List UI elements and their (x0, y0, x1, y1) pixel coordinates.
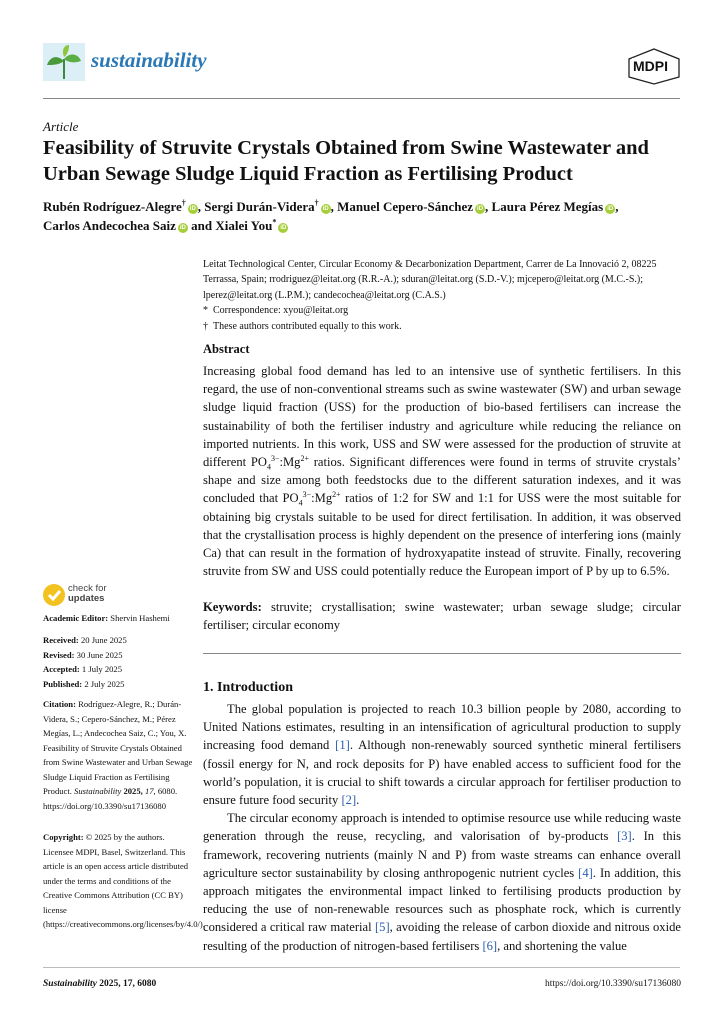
author-name: Sergi Durán-Videra (204, 199, 315, 214)
text-run: . (356, 793, 360, 808)
superscript: 2+ (300, 453, 309, 463)
mdpi-logo (627, 47, 681, 85)
orcid-icon[interactable]: iD (477, 206, 484, 212)
equal-contribution-note: These authors contributed equally to this work. (213, 320, 402, 332)
author-name: Laura Pérez Megías (491, 199, 604, 214)
journal-logo-icon (43, 43, 85, 81)
superscript: 3− (302, 490, 312, 500)
author-name: Carlos Andecochea Saiz (43, 217, 176, 233)
reference-link[interactable]: [3] (617, 829, 632, 844)
label: Citation: (43, 699, 76, 709)
citation-text: Rodríguez-Alegre, R.; Durán-Videra, S.; Cepero-Sánchez, M.; Pérez Megías, L.; Andecochea Saiz, C.; You, X. Feasibility of Struvite Crystals Obtained from Swine Wastewater and Urban Sewage Sludge Liquid Fraction as Fertilising Product. (43, 699, 193, 796)
correspondence: Correspondence: xyou@leitat.org (213, 305, 349, 317)
copyright (43, 830, 205, 932)
checkmark-icon (43, 584, 65, 606)
value: Shervin Hashemi (108, 613, 170, 623)
author-mark: * (272, 217, 277, 227)
copyright-text: © 2025 by the authors. Licensee MDPI, Basel, Switzerland. This article is an open access article distributed under the terms and conditions of the Creative Commons Attribution (CC BY) license (https://creativecommons.org/licenses/by/4.0/). (43, 832, 205, 929)
section-heading-introduction: 1. Introduction (203, 680, 293, 695)
abstract-part: Increasing global food demand has led to an intensive use of synthetic fertilisers. In this regard, the use of non-conventional streams such as swine wastewater (SW) and urban sewage sludge liquid fraction (USS) for the production of bio-based fertilisers can increase the sustainability of both the fertiliser industry and agriculture while reducing the reliance on imported nutrients. In this work, USS and SW were assessed for the production of struvite at different PO (203, 364, 681, 470)
footer-divider (43, 967, 680, 968)
paper-title: Feasibility of Struvite Crystals Obtained from Swine Wastewater and Urban Sewage Sludge Liquid Fraction as Fertilising Product (43, 137, 649, 185)
author-list (43, 198, 683, 235)
citation-year: 2025, (121, 786, 145, 796)
author-name: Xialei You (215, 217, 273, 233)
paragraph (203, 700, 681, 809)
reference-link[interactable]: [2] (341, 793, 357, 808)
footer-journal: Sustainability (43, 979, 97, 989)
keywords-label: Keywords: (203, 600, 262, 614)
introduction-body (203, 700, 681, 955)
footer-citation (43, 979, 156, 989)
abstract-part: ratios of 1:2 for SW and 1:1 for USS were the most suitable for obtaining big crystals suitable to be used for direct fertilisation. In addition, it was observed that the crystallisation process is highly dependent on the presence of interfering ions (mainly Ca) that can result in the formation of hydroxyapatite instead of struvite. Finally, recovering struvite from SW and USS could potentially reduce the European import of P by up to 6.5%. (203, 491, 681, 579)
author-separator: and (187, 217, 216, 233)
orcid-icon[interactable]: iD (189, 206, 196, 212)
abstract-text (203, 362, 681, 580)
text-run: The global population is projected to reach 10.3 billion people by 2080, according to United Nations estimates, resulting in an intensification of agricultural production to supply increasing food demand (203, 702, 681, 753)
abstract-heading: Abstract (203, 342, 250, 356)
check-for-label: check for (68, 583, 107, 594)
revised-date: 30 June 2025 (74, 649, 123, 660)
label: Published: (43, 678, 83, 689)
author-mark: † (181, 198, 186, 208)
subscript: 4 (298, 498, 303, 508)
abstract-part: :Mg (279, 455, 301, 470)
updates-label: updates (68, 593, 105, 604)
footer-doi-link[interactable]: https://doi.org/10.3390/su17136080 (544, 979, 681, 989)
reference-link[interactable]: [1] (335, 738, 350, 753)
keywords-list: struvite; crystallisation; swine wastewater; urban sewage sludge; circular fertiliser; circular economy (203, 600, 681, 633)
reference-link[interactable]: [4] (578, 865, 593, 880)
affiliations (203, 257, 683, 334)
orcid-icon[interactable]: iD (322, 206, 329, 212)
text-run: . In addition, this approach mitigates the environmental impact linked to fertilising products production by reducing the use of non-renewable resources such as phosphate rock, which is currently considered a critical raw material (203, 865, 681, 935)
abstract-part: ratios. Significant differences were found in terms of struvite crystals’ shape and size among both feedstocks due to the different saturation indexes, and it was concluded that PO (203, 455, 682, 506)
header-divider (43, 98, 680, 99)
abstract-divider (203, 653, 681, 654)
dates (43, 633, 193, 691)
article-type: Article (43, 119, 79, 134)
academic-editor (43, 611, 193, 626)
label: Academic Editor: (43, 613, 109, 623)
correspondence-mark: * (203, 305, 208, 317)
orcid-icon[interactable]: iD (179, 224, 186, 231)
author-name: Rubén Rodríguez-Alegre (43, 199, 182, 214)
superscript: 2+ (332, 490, 341, 500)
text-run: . In this framework, recovering nutrients (mainly N and P) from waste streams can enhance overall agriculture sector sustainability by closing anthropogenic nutrient cycles (203, 829, 681, 880)
journal-name: sustainability (91, 48, 207, 72)
citation (43, 697, 193, 813)
citation-volume: 17 (144, 786, 154, 796)
received-date: 20 June 2025 (78, 635, 127, 645)
footer-volume: 2025, 17, 6080 (96, 979, 157, 989)
label: Revised: (43, 649, 75, 660)
author-separator: , (197, 199, 205, 214)
author-name: Manuel Cepero-Sánchez (337, 199, 474, 214)
affiliation-text: Leitat Technological Center, Circular Economy & Decarbonization Department, Carrer de La Innovació 2, 08225 Terrassa, Spain; rrodriguez@leitat.org (R.R.-A.); sduran@leitat.org (S.D.-V.); mjcepero@leitat.org (M.C.-S.); lperez@leitat.org (L.P.M.); candecochea@leitat.org (C.A.S.) (203, 259, 657, 301)
text-run: . Although non-renewably sourced synthetic mineral fertilisers (fossil energy for N, and rock deposits for P) have enabled access to sufficient food for the world’s population, it is crucial to shift towards a circular approach for fertiliser production to ensure future food security (203, 738, 681, 808)
text-run: , and shortening the value (497, 938, 627, 953)
author-separator: , (330, 199, 338, 214)
label: Accepted: (43, 664, 80, 674)
equal-contribution-mark: † (203, 320, 208, 332)
reference-link[interactable]: [6] (482, 938, 498, 953)
reference-link[interactable]: [5] (374, 920, 390, 935)
superscript: 3− (270, 453, 280, 463)
citation-journal: Sustainability (74, 786, 122, 796)
text-run: , avoiding the release of carbon dioxide and nitrous oxide resulting of the production of nitrogen-based fertilisers (203, 920, 681, 953)
paragraph (203, 809, 681, 955)
orcid-icon[interactable]: iD (607, 206, 614, 212)
keywords (203, 598, 681, 634)
mdpi-logo-text: MDPI (633, 58, 668, 74)
author-separator: , (485, 199, 492, 214)
abstract-part: :Mg (311, 491, 333, 506)
label: Copyright: (43, 832, 84, 842)
author-mark: † (314, 198, 319, 208)
text-run: The circular economy approach is intended to optimise resource use while reducing waste generation through the reuse, recycling, and valorisation of by-products (203, 811, 681, 844)
citation-doi[interactable]: , 6080. https://doi.org/10.3390/su17136080 (43, 786, 178, 811)
published-date: 2 July 2025 (82, 678, 125, 689)
label: Received: (43, 635, 79, 645)
orcid-icon[interactable]: iD (280, 224, 287, 231)
accepted-date: 1 July 2025 (79, 664, 123, 674)
subscript: 4 (266, 462, 271, 472)
author-separator: , (615, 199, 619, 214)
